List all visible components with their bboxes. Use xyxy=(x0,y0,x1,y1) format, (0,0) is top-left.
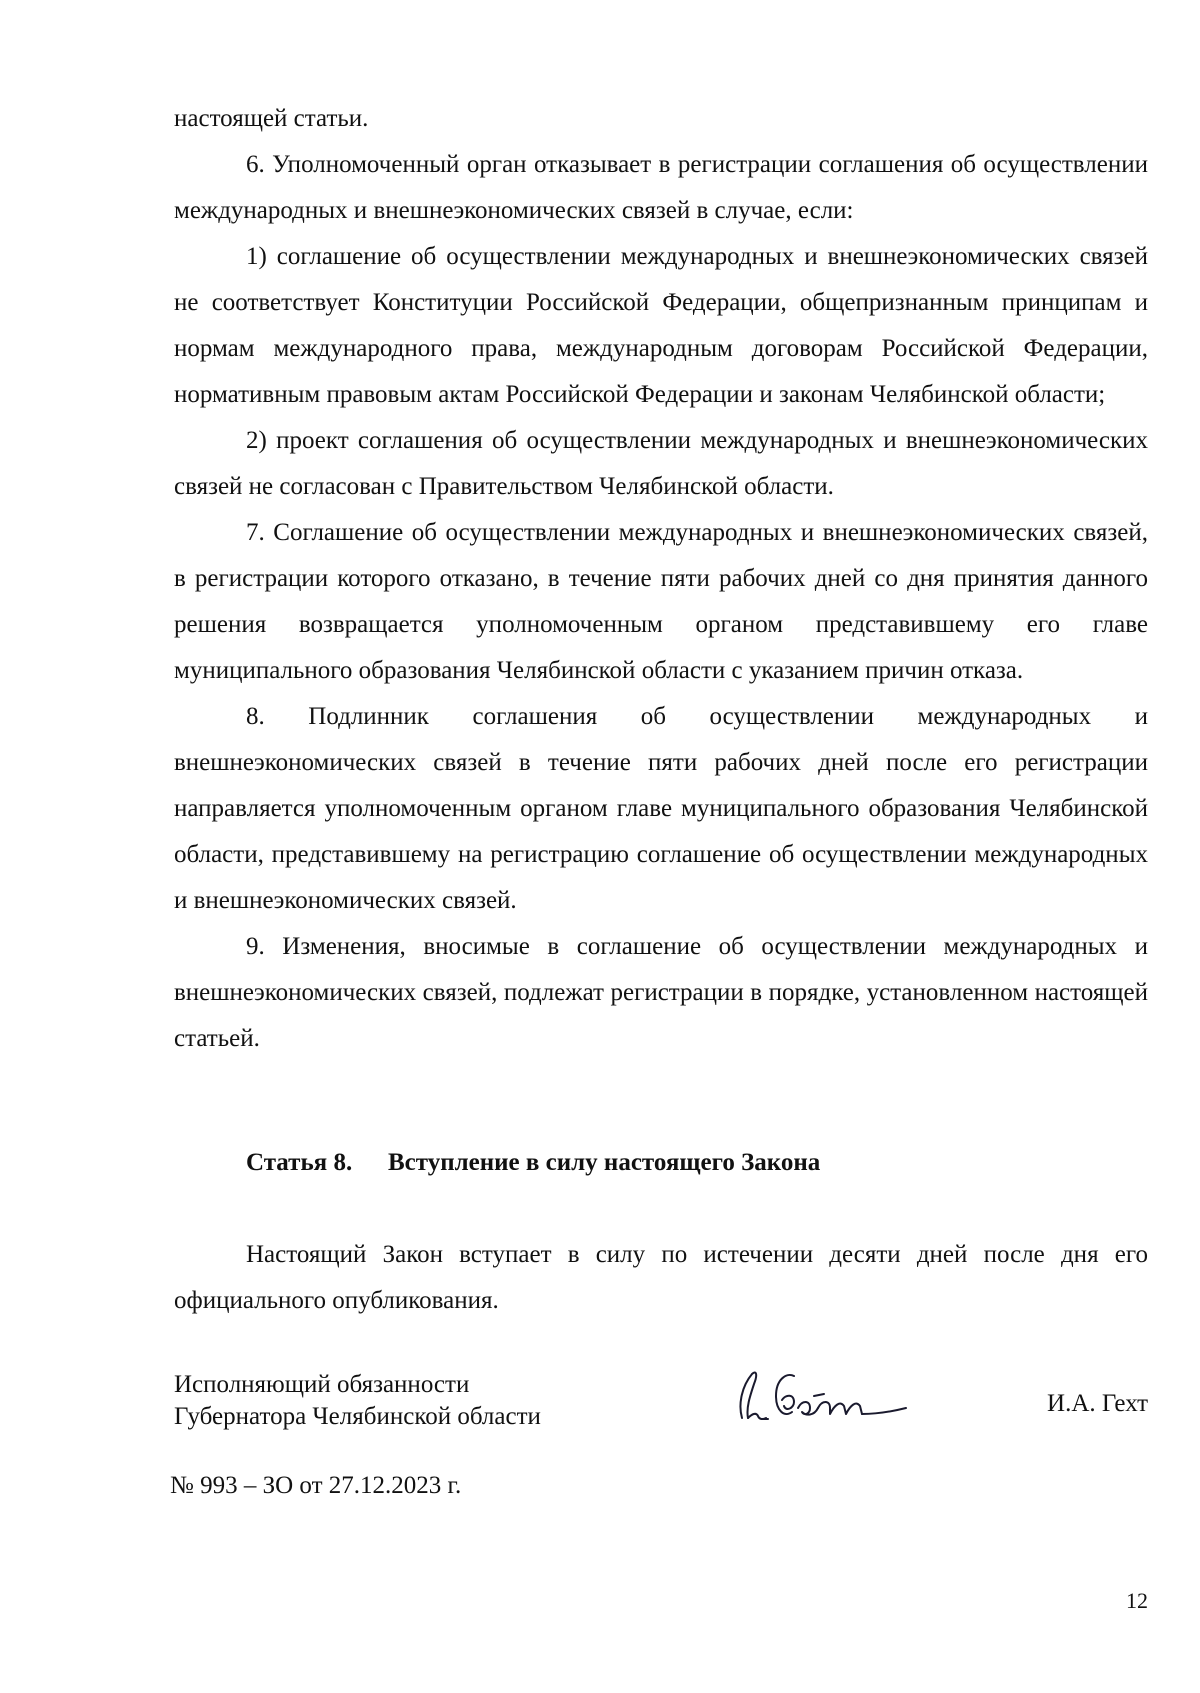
paragraph-subitem-1: 1) соглашение об осуществлении международных и внешнеэкономических связей не соответствует Конституции Российской Федерации, общепризнанным принципам и нормам международного права, международным договорам Российской Федерации, нормативным правовым актам Российской Федерации и законам Челябинской области; xyxy=(174,243,1148,408)
paragraph-subitem-2: 2) проект соглашения об осуществлении международных и внешнеэкономических связей не согласован с Правительством Челябинской области. xyxy=(174,427,1148,500)
closing-text xyxy=(174,1232,1148,1324)
law-number-date: № 993 – ЗО от 27.12.2023 г. xyxy=(170,1472,462,1499)
page-number: 12 xyxy=(1126,1588,1148,1613)
paragraph-continuation: настоящей статьи. xyxy=(174,105,369,132)
article-number: Статья 8. xyxy=(246,1149,353,1176)
handwritten-signature xyxy=(728,1356,928,1436)
paragraph-item-6: 6. Уполномоченный орган отказывает в регистрации соглашения об осуществлении международных и внешнеэкономических связей в случае, если: xyxy=(174,151,1148,224)
article-title: Вступление в силу настоящего Закона xyxy=(388,1149,821,1176)
paragraph-item-7: 7. Соглашение об осуществлении международных и внешнеэкономических связей, в регистрации которого отказано, в течение пяти рабочих дней со дня принятия данного решения возвращается уполномоченным органом представившему его главе муниципального образования Челябинской области с указанием причин отказа. xyxy=(174,519,1148,684)
body-text xyxy=(174,96,1148,1062)
signatory-title-line1: Исполняющий обязанности xyxy=(174,1371,470,1398)
article-heading xyxy=(246,1148,820,1178)
signatory-title-line2: Губернатора Челябинской области xyxy=(174,1403,541,1430)
entry-into-force-paragraph: Настоящий Закон вступает в силу по истечении десяти дней после дня его официального опубликования. xyxy=(174,1241,1148,1314)
paragraph-item-8: 8. Подлинник соглашения об осуществлении международных и внешнеэкономических связей в течение пяти рабочих дней после его регистрации направляется уполномоченным органом главе муниципального образования Челябинской области, представившему на регистрацию соглашение об осуществлении международных и внешнеэкономических связей. xyxy=(174,703,1148,914)
paragraph-item-9: 9. Изменения, вносимые в соглашение об осуществлении международных и внешнеэкономических связей, подлежат регистрации в порядке, установленном настоящей статьей. xyxy=(174,933,1148,1052)
signatory-title xyxy=(174,1369,541,1433)
signatory-name: И.А. Гехт xyxy=(1047,1390,1148,1417)
